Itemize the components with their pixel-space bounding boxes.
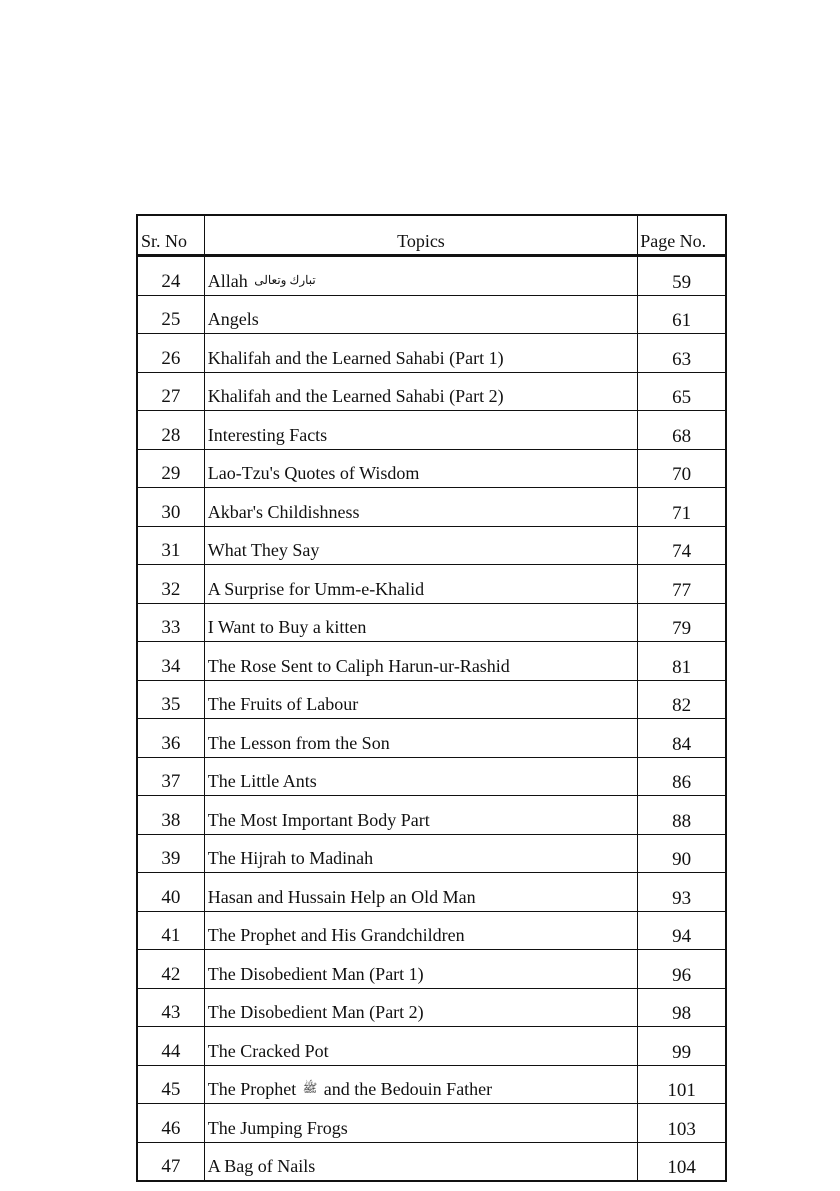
row-sr-no: 26 bbox=[137, 334, 204, 373]
table-row bbox=[137, 642, 726, 681]
table-row bbox=[137, 411, 726, 450]
row-topic bbox=[204, 719, 637, 758]
topic-text: Hasan and Hussain Help an Old Man bbox=[207, 886, 476, 907]
row-sr-no: 42 bbox=[137, 950, 204, 989]
row-page-no: 90 bbox=[638, 834, 726, 873]
table-row bbox=[137, 1104, 726, 1143]
contents-body bbox=[137, 256, 726, 1182]
row-sr-no: 38 bbox=[137, 796, 204, 835]
topic-text: Khalifah and the Learned Sahabi (Part 1) bbox=[207, 347, 504, 368]
topic-text: Interesting Facts bbox=[207, 424, 328, 445]
topic-text: What They Say bbox=[207, 540, 320, 560]
row-page-no: 98 bbox=[638, 988, 726, 1027]
topic-text: The Cracked Pot bbox=[207, 1040, 329, 1061]
row-topic bbox=[204, 1142, 637, 1181]
table-row bbox=[137, 295, 726, 334]
table-row bbox=[137, 334, 726, 373]
row-sr-no: 41 bbox=[137, 911, 204, 950]
header-sr-no: Sr. No bbox=[137, 215, 204, 256]
row-topic bbox=[204, 642, 637, 681]
row-sr-no: 29 bbox=[137, 449, 204, 488]
table-row bbox=[137, 796, 726, 835]
contents-table bbox=[136, 214, 727, 1182]
table-row bbox=[137, 950, 726, 989]
table-row bbox=[137, 449, 726, 488]
row-page-no: 77 bbox=[638, 565, 726, 604]
table-row bbox=[137, 757, 726, 796]
row-topic bbox=[204, 988, 637, 1027]
row-page-no: 63 bbox=[638, 334, 726, 373]
row-topic bbox=[204, 796, 637, 835]
row-topic bbox=[204, 334, 637, 373]
row-topic bbox=[204, 565, 637, 604]
row-page-no: 96 bbox=[638, 950, 726, 989]
row-sr-no: 40 bbox=[137, 873, 204, 912]
row-sr-no: 33 bbox=[137, 603, 204, 642]
row-topic bbox=[204, 488, 637, 527]
row-page-no: 103 bbox=[638, 1104, 726, 1143]
row-page-no: 61 bbox=[638, 295, 726, 334]
table-row bbox=[137, 834, 726, 873]
row-sr-no: 30 bbox=[137, 488, 204, 527]
row-page-no: 68 bbox=[638, 411, 726, 450]
row-topic bbox=[204, 950, 637, 989]
topic-text: The Rose Sent to Caliph Harun-ur-Rashid bbox=[207, 655, 510, 676]
row-sr-no: 44 bbox=[137, 1027, 204, 1066]
row-sr-no: 47 bbox=[137, 1142, 204, 1181]
row-topic bbox=[204, 680, 637, 719]
topic-text: The Prophet bbox=[207, 1079, 297, 1099]
row-sr-no: 46 bbox=[137, 1104, 204, 1143]
topic-text: Akbar's Childishness bbox=[207, 501, 360, 522]
header-topics: Topics bbox=[204, 215, 637, 256]
row-sr-no: 43 bbox=[137, 988, 204, 1027]
row-sr-no: 32 bbox=[137, 565, 204, 604]
row-page-no: 70 bbox=[638, 449, 726, 488]
row-sr-no: 37 bbox=[137, 757, 204, 796]
table-row bbox=[137, 1065, 726, 1104]
table-row bbox=[137, 873, 726, 912]
topic-text: The Jumping Frogs bbox=[207, 1117, 348, 1138]
table-row bbox=[137, 911, 726, 950]
header-row bbox=[137, 215, 726, 256]
topic-text: The Prophet and His Grandchildren bbox=[207, 925, 465, 945]
row-topic bbox=[204, 372, 637, 411]
row-page-no: 59 bbox=[638, 256, 726, 296]
topic-text-suffix: and the Bedouin Father bbox=[323, 1079, 493, 1099]
honorific-calligraphy: تبارك وتعالى bbox=[254, 272, 316, 287]
row-page-no: 93 bbox=[638, 873, 726, 912]
topic-text: The Most Important Body Part bbox=[207, 809, 430, 830]
row-page-no: 74 bbox=[638, 526, 726, 565]
topic-text: A Bag of Nails bbox=[207, 1156, 316, 1176]
table-row bbox=[137, 603, 726, 642]
table-row bbox=[137, 1142, 726, 1181]
row-topic bbox=[204, 295, 637, 334]
row-sr-no: 34 bbox=[137, 642, 204, 681]
table-row bbox=[137, 256, 726, 296]
row-topic bbox=[204, 873, 637, 912]
row-sr-no: 31 bbox=[137, 526, 204, 565]
row-page-no: 104 bbox=[638, 1142, 726, 1181]
row-page-no: 84 bbox=[638, 719, 726, 758]
topic-text: The Lesson from the Son bbox=[207, 732, 390, 753]
row-page-no: 86 bbox=[638, 757, 726, 796]
table-row bbox=[137, 680, 726, 719]
row-sr-no: 45 bbox=[137, 1065, 204, 1104]
row-topic bbox=[204, 411, 637, 450]
topic-text: Allah bbox=[207, 270, 248, 291]
row-topic bbox=[204, 757, 637, 796]
row-topic bbox=[204, 1104, 637, 1143]
topic-text: The Disobedient Man (Part 2) bbox=[207, 1002, 424, 1022]
row-sr-no: 36 bbox=[137, 719, 204, 758]
row-topic bbox=[204, 449, 637, 488]
table-row bbox=[137, 565, 726, 604]
header-page-no: Page No. bbox=[638, 215, 726, 256]
row-topic bbox=[204, 1065, 637, 1104]
topic-text: Khalifah and the Learned Sahabi (Part 2) bbox=[207, 386, 504, 406]
row-sr-no: 39 bbox=[137, 834, 204, 873]
row-page-no: 88 bbox=[638, 796, 726, 835]
row-page-no: 101 bbox=[638, 1065, 726, 1104]
row-topic bbox=[204, 911, 637, 950]
topic-text: The Hijrah to Madinah bbox=[207, 848, 374, 868]
topic-text: The Disobedient Man (Part 1) bbox=[207, 963, 424, 984]
row-sr-no: 24 bbox=[137, 256, 204, 296]
topic-text: Lao-Tzu's Quotes of Wisdom bbox=[207, 463, 420, 483]
row-page-no: 82 bbox=[638, 680, 726, 719]
table-row bbox=[137, 1027, 726, 1066]
row-topic bbox=[204, 526, 637, 565]
topic-text: The Little Ants bbox=[207, 771, 317, 791]
row-sr-no: 27 bbox=[137, 372, 204, 411]
table-row bbox=[137, 719, 726, 758]
row-page-no: 94 bbox=[638, 911, 726, 950]
honorific-calligraphy: ﷺ bbox=[302, 1081, 318, 1095]
topic-text: The Fruits of Labour bbox=[207, 694, 359, 714]
row-topic bbox=[204, 834, 637, 873]
topic-text: I Want to Buy a kitten bbox=[207, 617, 367, 637]
row-topic bbox=[204, 256, 637, 296]
table-row bbox=[137, 526, 726, 565]
row-page-no: 71 bbox=[638, 488, 726, 527]
row-page-no: 65 bbox=[638, 372, 726, 411]
table-row bbox=[137, 988, 726, 1027]
row-topic bbox=[204, 1027, 637, 1066]
table-row bbox=[137, 372, 726, 411]
table-row bbox=[137, 488, 726, 527]
row-page-no: 99 bbox=[638, 1027, 726, 1066]
row-sr-no: 25 bbox=[137, 295, 204, 334]
row-page-no: 79 bbox=[638, 603, 726, 642]
topic-text: Angels bbox=[207, 309, 259, 329]
row-page-no: 81 bbox=[638, 642, 726, 681]
row-sr-no: 35 bbox=[137, 680, 204, 719]
row-topic bbox=[204, 603, 637, 642]
row-sr-no: 28 bbox=[137, 411, 204, 450]
topic-text: A Surprise for Umm-e-Khalid bbox=[207, 578, 425, 599]
